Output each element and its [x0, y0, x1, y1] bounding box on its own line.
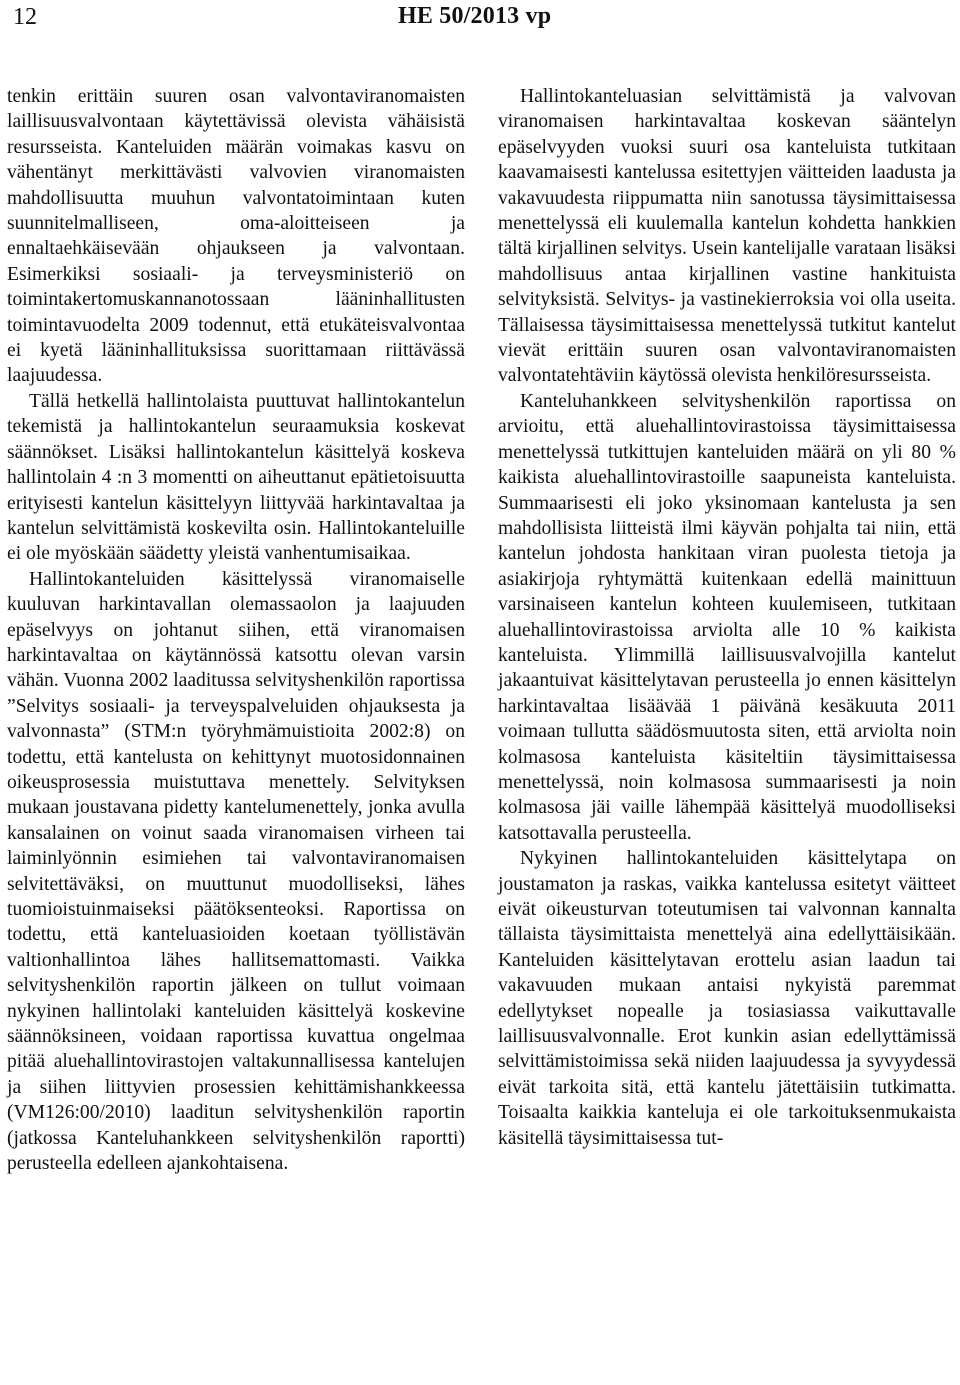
paragraph: Tällä hetkellä hallintolaista puuttuvat hallintokantelun tekemistä ja hallintokantelun seuraamuksia koskevat säännökset. Lisäksi hallintokantelun käsittelyä koskeva hallintolain 4 :n 3 momentti on aiheuttanut epätietoisuutta erityisesti kantelun käsittelyyn liittyvää harkintavaltaa ja kantelun selvittämistä koskevilta osin. Hallintokanteluille ei ole myöskään säädetty yleistä vanhentumisaikaa.: [7, 390, 465, 565]
page-header: [0, 0, 960, 40]
paragraph: Kanteluhankkeen selvityshenkilön raportissa on arvioitu, että aluehallintovirastoissa täysimittaisessa menettelyssä tutkittujen kanteluiden määrä on yli 80 % kaikista aluehallintovirastoille saapuneista kanteluista. Summaarisesti eli joko yksinomaan kantelusta ja sen mahdollisista liitteistä ilmi käyvän pohjalta tai niin, että kantelun johdosta hankitaan viran puolesta tietoja ja asiakirjoja ryhtymättä kuitenkaan edellä mainittuun varsinaiseen kantelun kohteen kuulemiseen, tutkitaan aluehallintovirastoissa arviolta alle 10 % kaikista kanteluista. Ylimmillä laillisuusvalvojilla kantelut jakaantuivat käsittelytavan perusteella jo ennen käsittelyn harkintavaltaa lisäävää 1 päivänä kesäkuuta 2011 voimaan tullutta säädösmuutosta siten, että arviolta noin kolmasosa kanteluista käsiteltiin täysimittaisessa menettelyssä, noin kolmasosa summaarisesti ja noin kolmasosa jäi vaille lähempää käsittelyä muodolliseksi katsottavalla perusteella.: [498, 390, 956, 844]
document-id: HE 50/2013 vp: [398, 3, 552, 29]
paragraph: tenkin erittäin suuren osan valvontaviranomaisten laillisuusvalvontaan käytettävissä olevista vähäisistä resursseista. Kanteluiden määrän voimakas kasvu on vähentänyt merkittävästi valvovien viranomaisten mahdollisuutta muuhun valvontatoimintaan kuten suunnitelmalliseen, oma-aloitteiseen ja ennaltaehkäisevään ohjaukseen ja valvontaan. Esimerkiksi sosiaali- ja terveysministeriö on toimintakertomuskannanotossaan lääninhallitusten toimintavuodelta 2009 todennut, että etukäteisvalvontaa ei kyetä lääninhallituksissa suorittamaan riittävässä laajuudessa.: [7, 86, 465, 387]
left-column: [7, 84, 465, 1176]
paragraph: Nykyinen hallintokanteluiden käsittelytapa on joustamaton ja raskas, vaikka kantelussa esitetyt väitteet eivät oikeusturvan toteutumisen tai valvonnan kannalta tällaista täysimittaista menettelyä aina edellyttäisikään. Kanteluiden käsittelytavan erottelu asian laadun tai vakavuuden mukaan antaisi nykyistä paremmat edellytykset nopealle ja tosiasiassa vaikuttavalle laillisuusvalvonnalle. Erot kunkin asian edellyttämissä selvittämistoimissa sekä niiden laajuudessa ja syvyydessä eivät tarkoita sitä, että kantelu jätettäisiin tutkimatta. Toisaalta kaikkia kanteluja ei ole tarkoituksenmukaista käsitellä täysimittaisessa tut-: [498, 848, 956, 1149]
right-column: [498, 84, 956, 1151]
page-number: 12: [13, 4, 37, 30]
paragraph: Hallintokanteluasian selvittämistä ja valvovan viranomaisen harkintavaltaa koskevan sääntelyn epäselvyyden vuoksi suuri osa kanteluista tutkitaan kaavamaisesti kantelussa esitettyjen väitteiden laadusta ja vakavuudesta riippumatta niin sanotussa täysimittaisessa menettelyssä eli kuulemalla kantelun kohdetta hankkien tältä kirjallinen selvitys. Usein kantelijalle varataan lisäksi mahdollisuus antaa kirjallinen vastine hankituista selvityksistä. Selvitys- ja vastinekierroksia voi olla useita. Tällaisessa täysimittaisessa menettelyssä tutkitut kantelut vievät erittäin suuren osan valvontaviranomaisten valvontatehtäviin käytössä olevista henkilöresursseista.: [498, 86, 956, 387]
paragraph: Hallintokanteluiden käsittelyssä viranomaiselle kuuluvan harkintavallan olemassaolon ja laajuuden epäselvyys on johtanut siihen, että viranomaisen harkintavaltaa on käytännössä katsottu olevan varsin vähän. Vuonna 2002 laaditussa selvityshenkilön raportissa ”Selvitys sosiaali- ja terveyspalveluiden ohjauksesta ja valvonnasta” (STM:n työryhmämuistioita 2002:8) on todettu, että kantelusta on kehittynyt muotosidonnainen oikeusprosessia muistuttava menettely. Selvityksen mukaan joustavana pidetty kantelumenettely, jonka avulla kansalainen on voinut saada viranomaisen virheen tai laiminlyönnin esimiehen tai valvontaviranomaisen selvitettäväksi, on muuttunut muodolliseksi, lähes tuomioistuinmaiseksi päätöksenteoksi. Raportissa on todettu, että kanteluasioiden koetaan työllistävän valtionhallintoa lähes hallitsemattomasti. Vaikka selvityshenkilön raportin jälkeen on tullut voimaan nykyinen hallintolaki kanteluiden käsittelyä koskevine säännöksineen, voidaan raportissa kuvattua ongelmaa pitää aluehallintovirastojen valtakunnallisessa kantelujen ja siihen liittyvien prosessien kehittämishankkeessa (VM126:00/2010) laaditun selvityshenkilön raportin (jatkossa Kanteluhankkeen selvityshenkilön raportti) perusteella edelleen ajankohtaisena.: [7, 568, 465, 1175]
